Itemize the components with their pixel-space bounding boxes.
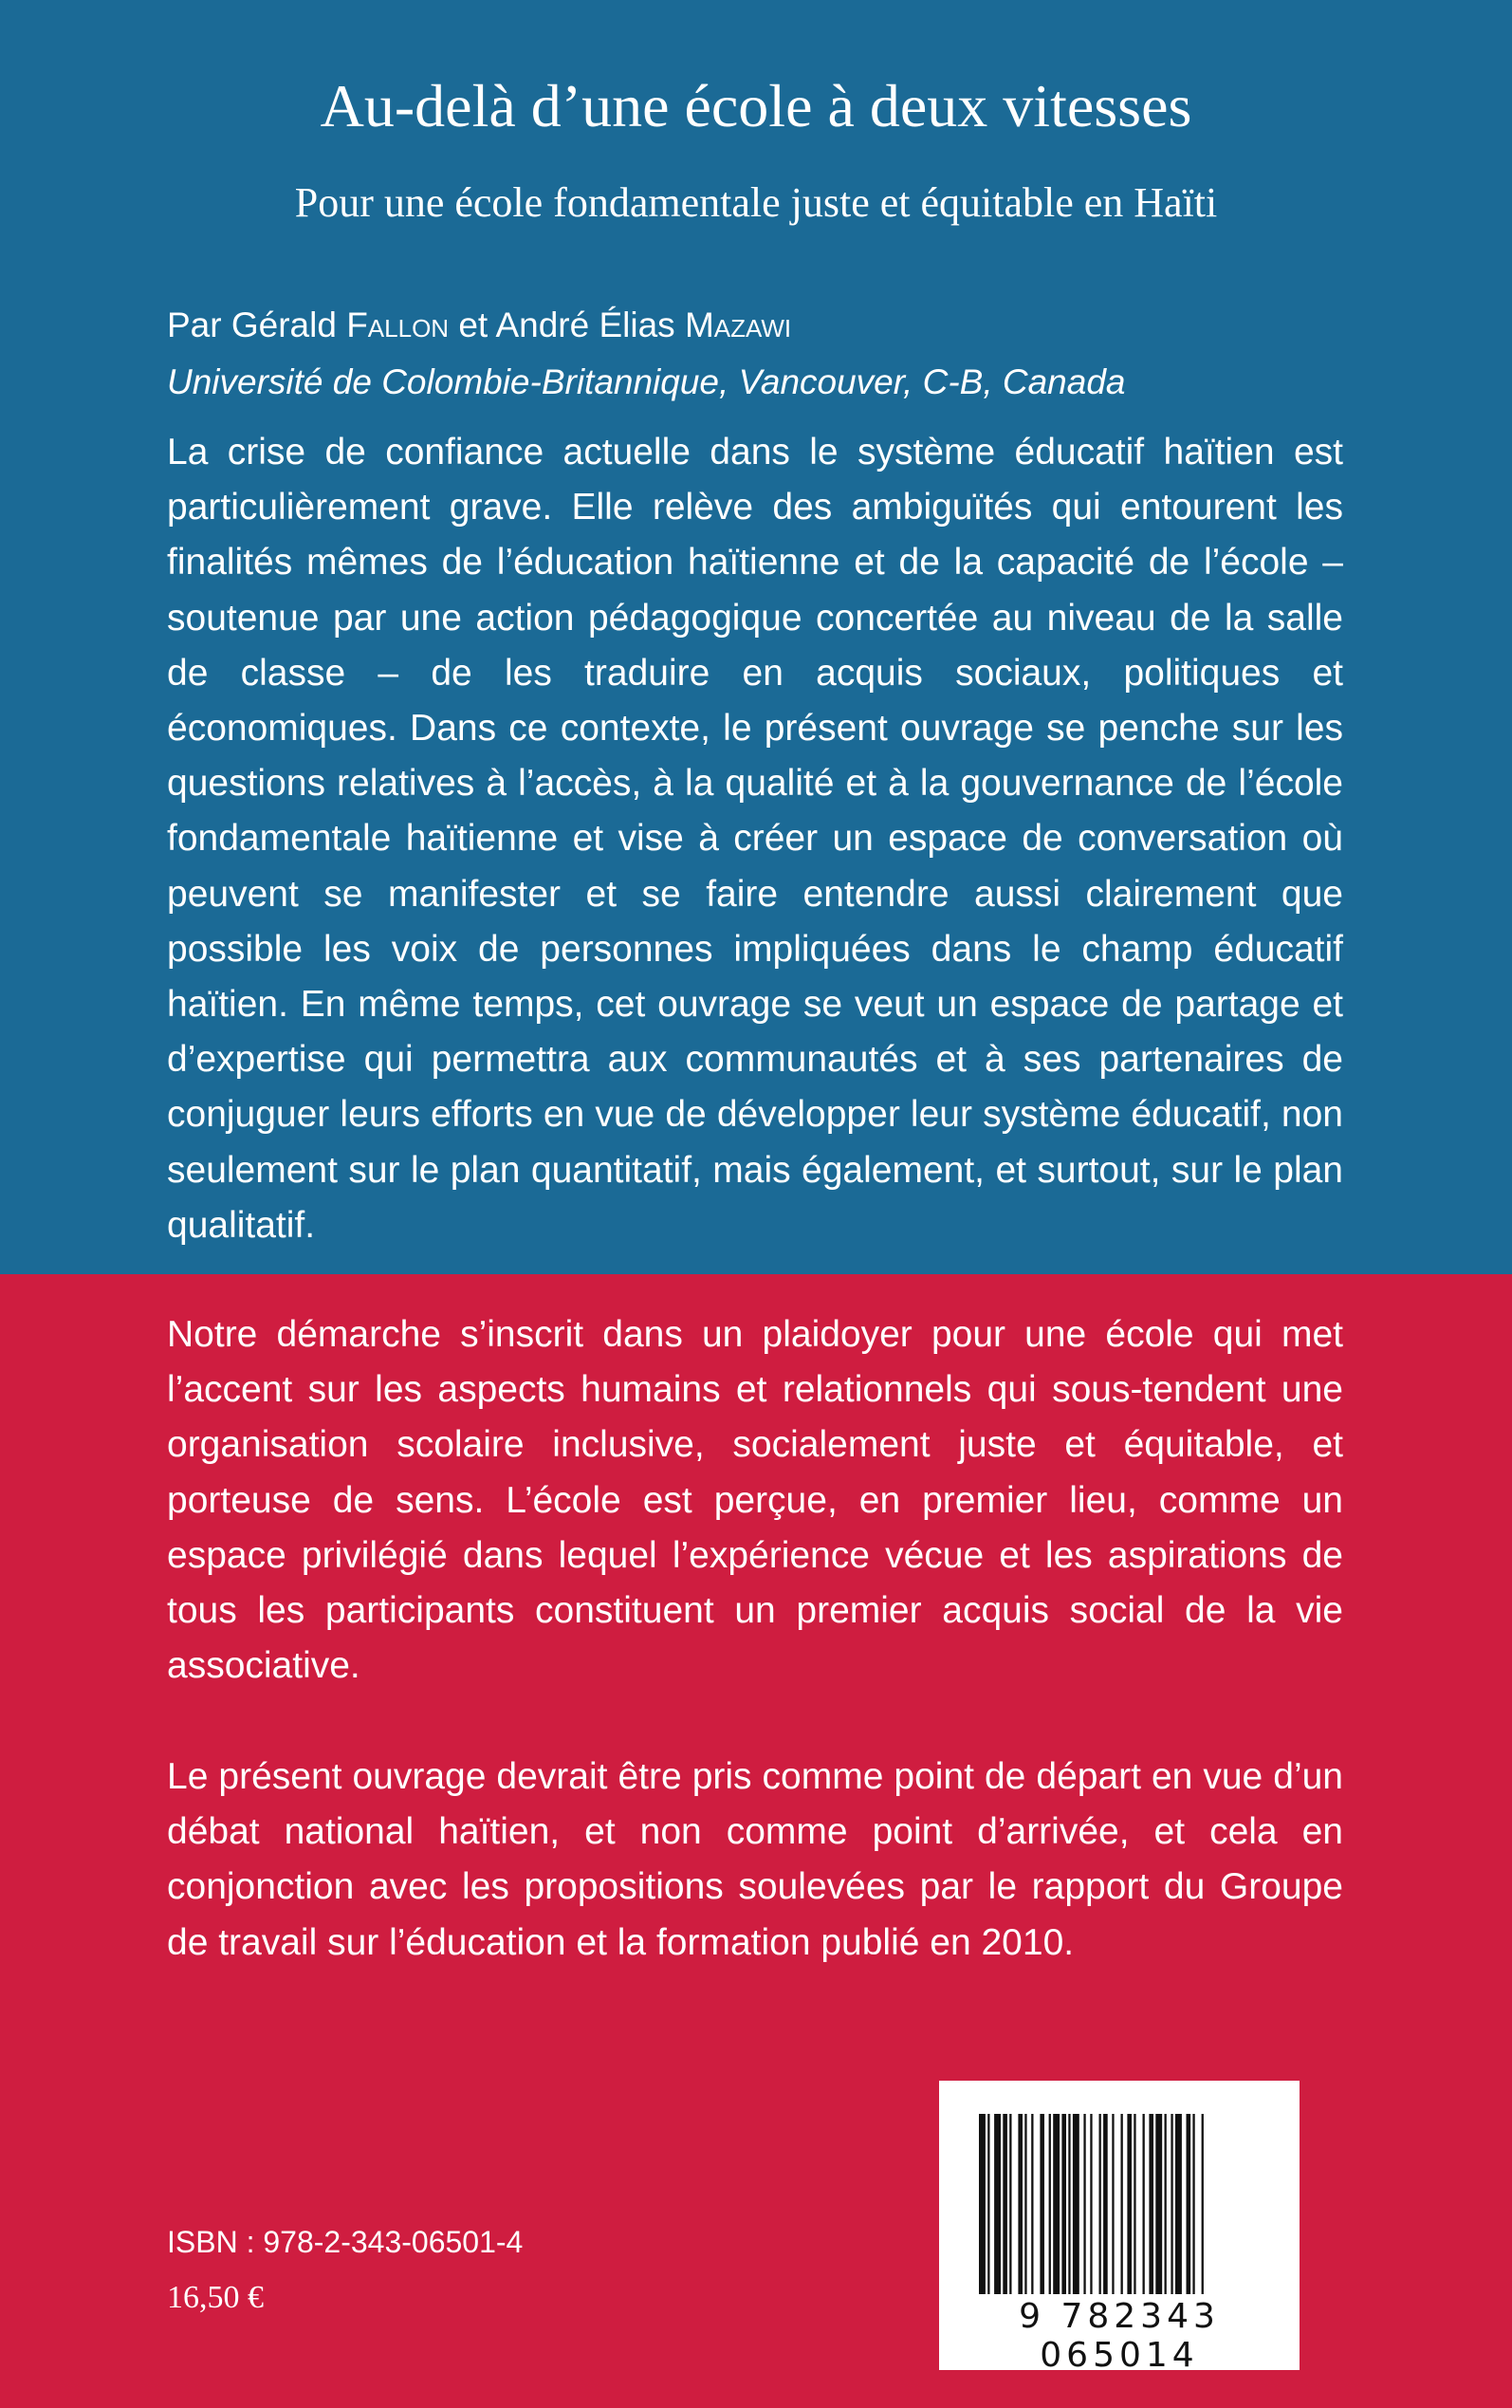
barcode-bar xyxy=(1061,2114,1066,2294)
barcode-bar xyxy=(979,2114,986,2294)
barcode-bar xyxy=(1049,2114,1051,2294)
barcode-bar xyxy=(1090,2114,1092,2294)
barcode-bar xyxy=(1149,2114,1153,2294)
barcode-bar xyxy=(987,2114,989,2294)
barcode-bar xyxy=(1040,2114,1044,2294)
affiliation: Université de Colombie-Britannique, Vancouver, C-B, Canada xyxy=(167,362,1126,401)
barcode-bar xyxy=(1155,2114,1162,2294)
barcode-bar xyxy=(1073,2114,1079,2294)
barcode-bar xyxy=(1103,2114,1108,2294)
author1-surname: Fallon xyxy=(346,306,450,344)
barcode-bar xyxy=(1024,2114,1026,2294)
barcode-bar xyxy=(1127,2114,1132,2294)
barcode-bar xyxy=(994,2114,1001,2294)
barcode-bar xyxy=(1053,2114,1060,2294)
isbn-label: ISBN : 978-2-343-06501-4 xyxy=(167,2225,524,2259)
authors-prefix: Par Gérald xyxy=(167,306,347,344)
barcode-bar xyxy=(1083,2114,1085,2294)
barcode-panel xyxy=(939,2081,1300,2375)
barcode-bar xyxy=(1009,2114,1011,2294)
barcode-bar xyxy=(1018,2114,1023,2294)
barcode-bar xyxy=(1187,2114,1191,2294)
barcode-digits: 9 782343 065014 xyxy=(1019,2297,1220,2375)
book-subtitle: Pour une école fondamentale juste et équitable en Haïti xyxy=(294,179,1218,226)
blurb-paragraph-3: Le présent ouvrage devrait être pris comme point de départ en vue d’un débat national haïtien, et non comme point d’arrivée, et cela en conjonction avec les propositions soulevées par le rapport du Groupe de travail sur l’éducation et la formation publié en 2010. xyxy=(167,1756,1343,1963)
barcode-bar xyxy=(1121,2114,1123,2294)
barcode-bar xyxy=(1143,2114,1145,2294)
blurb-paragraph-1: La crise de confiance actuelle dans le système éducatif haïtien est particulièrement grave. Elle relève des ambiguïtés qui entourent les finalités mêmes de l’éducation haïtienne et de la capacité de l’école – soutenue par une action pédagogique concertée au niveau de la salle de classe – de les traduire en acquis sociaux, politiques et économiques. Dans ce contexte, le présent ouvrage se penche sur les questions relatives à l’accès, à la qualité et à la gouvernance de l’école fondamentale haïtienne et vise à créer un espace de conversation où peuvent se manifester et se faire entendre aussi clairement que possible les voix de personnes impliquées dans le champ éducatif haïtien. En même temps, cet ouvrage se veut un espace de partage et d’expertise qui permettra aux communautés et à ses partenaires de conjuguer leurs efforts en vue de développer leur système éducatif, non seulement sur le plan quantitatif, mais également, et surtout, sur le plan qualitatif. xyxy=(167,432,1343,1246)
barcode-bar xyxy=(1003,2114,1007,2294)
barcode-bar xyxy=(1202,2114,1204,2294)
authors-line xyxy=(167,302,1353,349)
price-label: 16,50 € xyxy=(167,2280,264,2315)
barcode-bar xyxy=(1165,2114,1167,2294)
authors-middle: et André Élias xyxy=(449,306,685,344)
author2-surname: Mazawi xyxy=(684,306,792,344)
barcode-bar xyxy=(1192,2114,1194,2294)
barcode-bar xyxy=(1068,2114,1070,2294)
barcode-bar xyxy=(1112,2114,1114,2294)
barcode-bar xyxy=(1134,2114,1135,2294)
barcode-bar xyxy=(1175,2114,1182,2294)
barcode-bar xyxy=(1171,2114,1172,2294)
book-title: Au-delà d’une école à deux vitesses xyxy=(320,72,1192,139)
barcode-bar xyxy=(1031,2114,1033,2294)
barcode-bar xyxy=(1099,2114,1101,2294)
blurb-paragraph-2: Notre démarche s’inscrit dans un plaidoyer pour une école qui met l’accent sur les aspects humains et relationnels qui sous-tendent une organisation scolaire inclusive, socialement juste et équitable, et porteuse de sens. L’école est perçue, en premier lieu, comme un espace privilégié dans lequel l’expérience vécue et les aspirations de tous les participants constituent un premier acquis social de la vie associative. xyxy=(167,1314,1343,1687)
barcode-icon xyxy=(939,2081,1300,2299)
